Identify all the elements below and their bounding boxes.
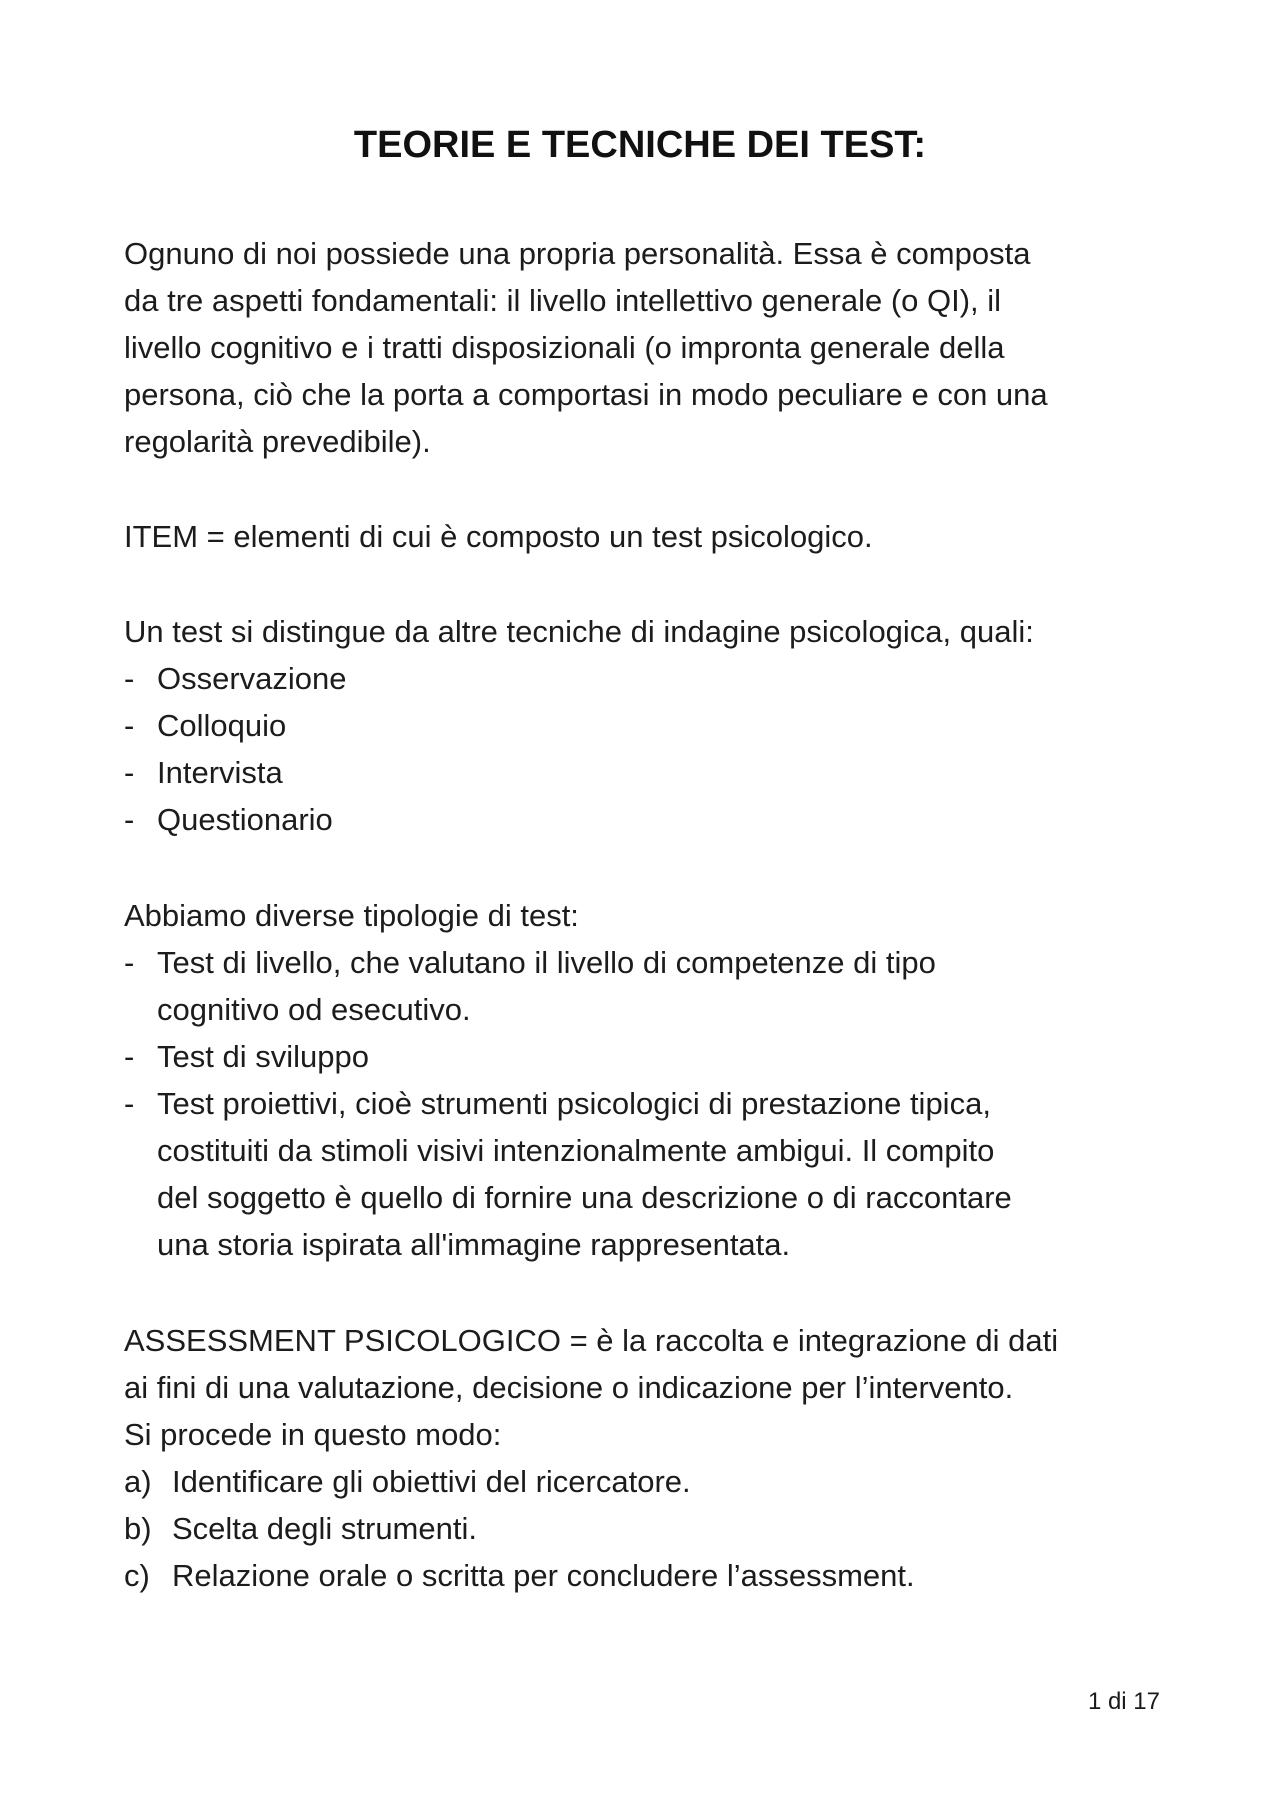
list-item xyxy=(124,1080,1184,1268)
intro-line: persona, ciò che la porta a comportasi in modo peculiare e con una xyxy=(124,377,1048,412)
item-definition xyxy=(124,513,1184,560)
intro-line: livello cognitivo e i tratti disposizionali (o impronta generale della xyxy=(124,330,1005,365)
assessment-line: ai fini di una valutazione, decisione o indicazione per l’intervento. xyxy=(124,1370,1014,1405)
list-item xyxy=(124,1033,1184,1080)
bullet-dash: - xyxy=(124,802,135,837)
bullet-dash: - xyxy=(124,708,135,743)
intro-line: Ognuno di noi possiede una propria personalità. Essa è composta xyxy=(124,236,1031,271)
techniques-section xyxy=(124,608,1184,843)
bullet-dash: - xyxy=(124,755,135,790)
list-item-text: Osservazione xyxy=(157,661,347,696)
techniques-intro: Un test si distingue da altre tecniche di indagine psicologica, quali: xyxy=(124,614,1034,649)
list-item xyxy=(124,1505,1184,1552)
list-item-line: cognitivo od esecutivo. xyxy=(157,992,471,1027)
page-title: TEORIE E TECNICHE DEI TEST: xyxy=(353,124,927,166)
list-item-line: Test di livello, che valutano il livello di competenze di tipo xyxy=(157,945,936,980)
list-item xyxy=(124,655,1184,702)
assessment-section xyxy=(124,1317,1184,1599)
list-item-text: Intervista xyxy=(157,755,283,790)
list-item xyxy=(124,749,1184,796)
assessment-line: Si procede in questo modo: xyxy=(124,1417,502,1452)
list-item-line: del soggetto è quello di fornire una descrizione o di raccontare xyxy=(157,1180,1012,1215)
list-item-line: Test di sviluppo xyxy=(157,1039,369,1074)
list-item xyxy=(124,1458,1184,1505)
techniques-list xyxy=(124,655,1184,843)
page-number: 1 di 17 xyxy=(1087,1688,1160,1715)
step-marker: c) xyxy=(124,1558,150,1593)
bullet-dash: - xyxy=(124,1086,135,1121)
intro-line: da tre aspetti fondamentali: il livello intellettivo generale (o QI), il xyxy=(124,283,1002,318)
list-item-line: Test proiettivi, cioè strumenti psicologici di prestazione tipica, xyxy=(157,1086,991,1121)
bullet-dash: - xyxy=(124,945,135,980)
assessment-steps-list xyxy=(124,1458,1184,1599)
list-item-text: Colloquio xyxy=(157,708,287,743)
intro-line: regolarità prevedibile). xyxy=(124,424,431,459)
test-types-section xyxy=(124,892,1184,1268)
test-types-intro: Abbiamo diverse tipologie di test: xyxy=(124,898,579,933)
list-item-text: Scelta degli strumenti. xyxy=(172,1511,477,1546)
list-item-text: Questionario xyxy=(157,802,333,837)
intro-paragraph xyxy=(124,230,1184,465)
bullet-dash: - xyxy=(124,1039,135,1074)
list-item xyxy=(124,796,1184,843)
test-types-list xyxy=(124,939,1184,1268)
item-definition-text: ITEM = elementi di cui è composto un test psicologico. xyxy=(124,519,873,554)
list-item-line: costituiti da stimoli visivi intenzionalmente ambigui. Il compito xyxy=(157,1133,995,1168)
list-item xyxy=(124,702,1184,749)
list-item-line: una storia ispirata all'immagine rappresentata. xyxy=(157,1227,791,1262)
step-marker: a) xyxy=(124,1464,152,1499)
assessment-line: ASSESSMENT PSICOLOGICO = è la raccolta e integrazione di dati xyxy=(124,1323,1059,1358)
list-item xyxy=(124,939,1184,1033)
list-item xyxy=(124,1552,1184,1599)
list-item-text: Relazione orale o scritta per concludere l’assessment. xyxy=(172,1558,915,1593)
list-item-text: Identificare gli obiettivi del ricercatore. xyxy=(172,1464,691,1499)
step-marker: b) xyxy=(124,1511,152,1546)
bullet-dash: - xyxy=(124,661,135,696)
